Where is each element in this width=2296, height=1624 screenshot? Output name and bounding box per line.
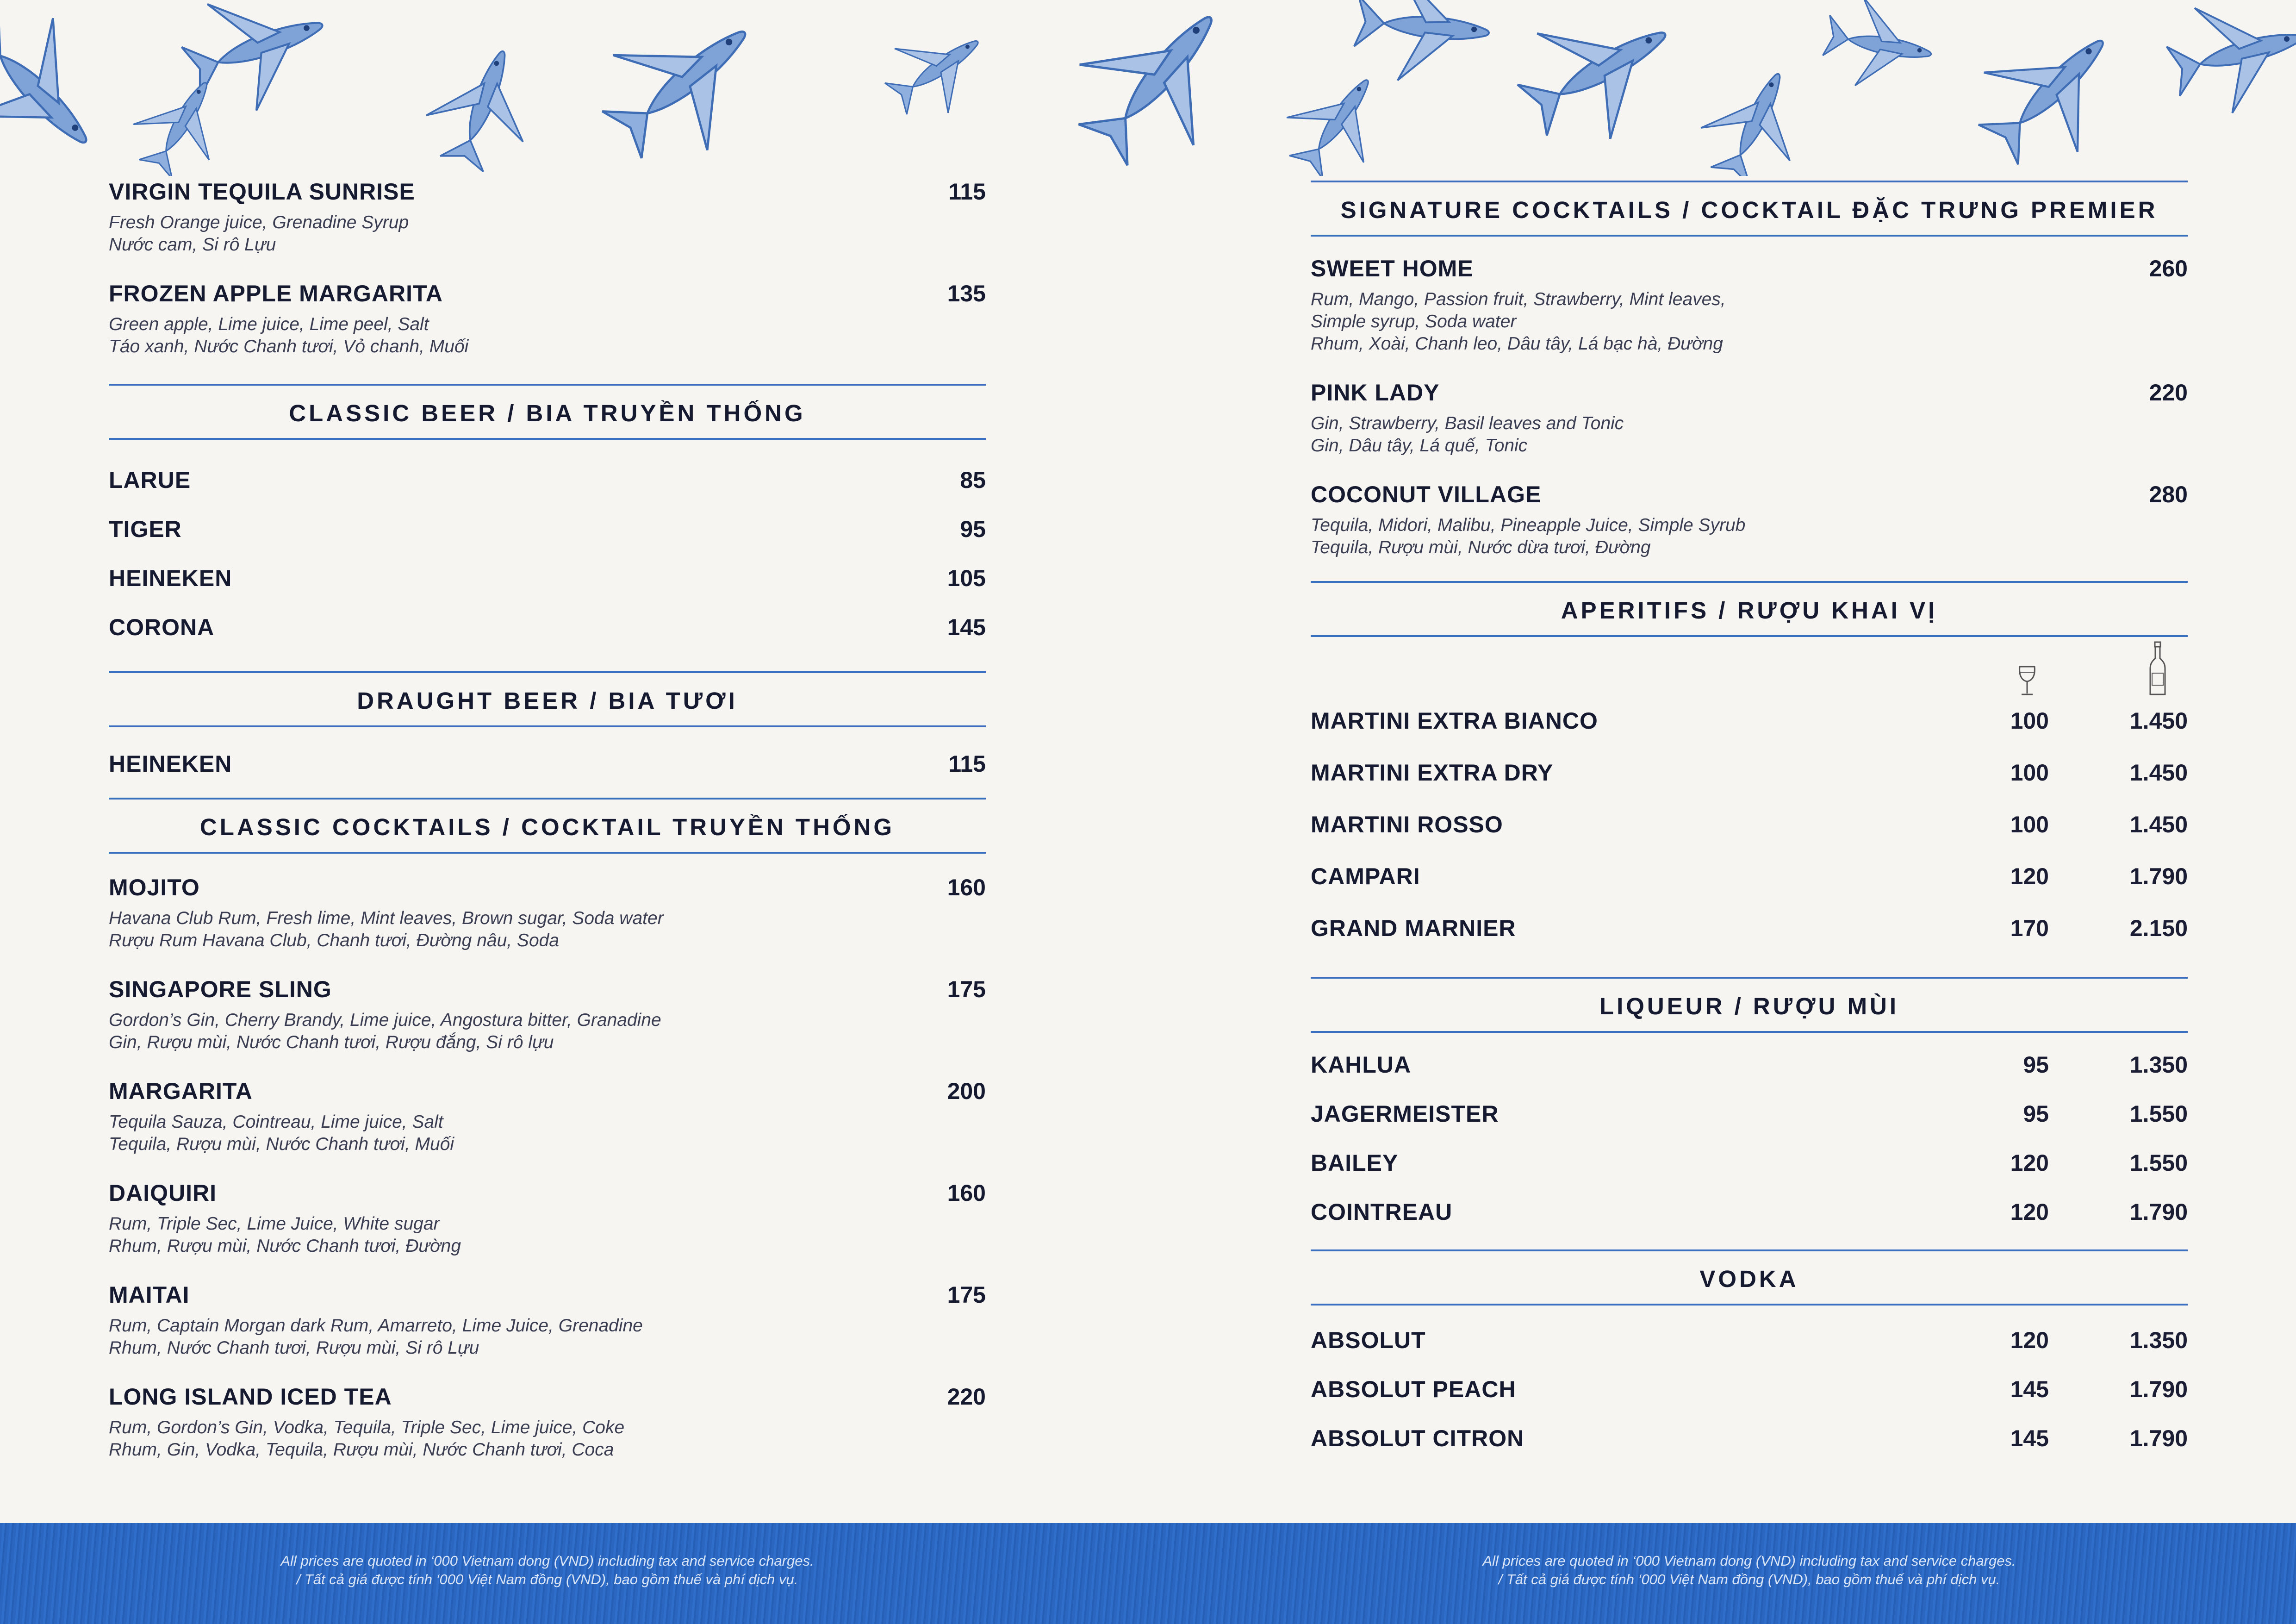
item-price: 115 — [948, 179, 986, 205]
item-description: Gin, Strawberry, Basil leaves and Tonic Gin, Dâu tây, Lá quế, Tonic — [1311, 413, 1624, 456]
item-price: 280 — [2149, 481, 2188, 507]
item-price: 160 — [947, 1180, 986, 1206]
item-name: CORONA — [109, 614, 215, 640]
item-name: PINK LADY — [1311, 380, 1440, 406]
item-name: SINGAPORE SLING — [109, 976, 332, 1002]
menu-item — [1311, 1425, 2188, 1452]
flying-fish-illustration — [0, 0, 2296, 176]
item-name: MARTINI EXTRA BIANCO — [1311, 708, 1598, 734]
glass-price: 145 — [2010, 1425, 2049, 1451]
menu-item — [109, 874, 986, 952]
section-title-classic-cocktails: CLASSIC COCKTAILS / COCKTAIL TRUYỀN THỐNG — [109, 798, 986, 854]
bottle-price: 1.450 — [2129, 708, 2188, 734]
item-name: COCONUT VILLAGE — [1311, 481, 1542, 507]
menu-item — [109, 1383, 986, 1461]
menu-item — [1311, 1051, 2188, 1078]
item-name: TIGER — [109, 516, 182, 542]
bottle-price: 1.550 — [2129, 1101, 2188, 1127]
menu-item — [1311, 915, 2188, 942]
section-title-aperitifs: APERITIFS / RƯỢU KHAI VỊ — [1311, 581, 2188, 637]
left-menu-column — [109, 178, 986, 1485]
item-description: Rum, Mango, Passion fruit, Strawberry, Mint leaves, Simple syrup, Soda water Rhum, Xoài, Chanh leo, Dâu tây, Lá bạc hà, Đường — [1311, 289, 1726, 354]
item-name: MARTINI EXTRA DRY — [1311, 760, 1554, 786]
bottle-price: 1.450 — [2129, 812, 2188, 837]
glass-price: 95 — [2023, 1052, 2049, 1078]
glass-price: 95 — [2023, 1101, 2049, 1127]
menu-item — [109, 1281, 986, 1359]
item-name: SWEET HOME — [1311, 256, 1474, 281]
menu-item — [1311, 707, 2188, 734]
item-name: MARTINI ROSSO — [1311, 812, 1503, 837]
bottle-price: 1.790 — [2129, 1199, 2188, 1225]
item-price: 145 — [947, 614, 986, 640]
menu-item — [109, 976, 986, 1054]
item-name: BAILEY — [1311, 1150, 1399, 1176]
right-menu-column — [1311, 181, 2188, 1474]
menu-item — [1311, 379, 2188, 457]
item-name: ABSOLUT PEACH — [1311, 1376, 1516, 1402]
bottle-price: 1.450 — [2129, 760, 2188, 786]
column-icons — [1311, 637, 2188, 697]
item-name: LONG ISLAND ICED TEA — [109, 1384, 392, 1410]
item-description: Tequila Sauza, Cointreau, Lime juice, Salt Tequila, Rượu mùi, Nước Chanh tươi, Muối — [109, 1112, 454, 1154]
item-description: Rum, Triple Sec, Lime Juice, White sugar Rhum, Rượu mùi, Nước Chanh tươi, Đường — [109, 1214, 461, 1256]
item-price: 175 — [947, 1282, 986, 1308]
item-name: ABSOLUT CITRON — [1311, 1425, 1524, 1451]
menu-item — [1311, 1376, 2188, 1403]
item-description: Rum, Gordon’s Gin, Vodka, Tequila, Triple Sec, Lime juice, Coke Rhum, Gin, Vodka, Tequila, Rượu mùi, Nước Chanh tươi, Coca — [109, 1418, 625, 1460]
item-description: Rum, Captain Morgan dark Rum, Amarreto, Lime Juice, Grenadine Rhum, Nước Chanh tươi, Rượu mùi, Si rô Lựu — [109, 1316, 643, 1358]
item-name: FROZEN APPLE MARGARITA — [109, 281, 443, 306]
bottle-icon — [2148, 641, 2167, 697]
glass-price: 120 — [2010, 1150, 2049, 1176]
item-description: Green apple, Lime juice, Lime peel, Salt Táo xanh, Nước Chanh tươi, Vỏ chanh, Muối — [109, 314, 469, 356]
wine-glass-icon — [2017, 665, 2037, 697]
item-name: GRAND MARNIER — [1311, 915, 1516, 941]
menu-item — [109, 1180, 986, 1257]
item-name: HEINEKEN — [109, 565, 232, 591]
item-price: 220 — [947, 1384, 986, 1410]
menu-item — [109, 280, 986, 358]
section-title-classic-beer: CLASSIC BEER / BIA TRUYỀN THỐNG — [109, 384, 986, 440]
item-description: Havana Club Rum, Fresh lime, Mint leaves, Brown sugar, Soda water Rượu Rum Havana Club, Chanh tươi, Đường nâu, Soda — [109, 908, 664, 950]
item-name: JAGERMEISTER — [1311, 1101, 1499, 1127]
section-title-draught-beer: DRAUGHT BEER / BIA TƯƠI — [109, 671, 986, 727]
menu-item — [109, 750, 986, 777]
section-title-signature-cocktails: SIGNATURE COCKTAILS / COCKTAIL ĐẶC TRƯNG PREMIER — [1311, 181, 2188, 237]
item-name: DAIQUIRI — [109, 1180, 217, 1206]
item-name: LARUE — [109, 467, 191, 493]
item-name: MAITAI — [109, 1282, 190, 1308]
menu-item — [1311, 811, 2188, 838]
glass-price: 120 — [2010, 863, 2049, 889]
footer-band — [0, 1523, 2296, 1624]
item-name: MARGARITA — [109, 1078, 253, 1104]
section-title-vodka: VODKA — [1311, 1249, 2188, 1305]
glass-price: 120 — [2010, 1199, 2049, 1225]
bottle-price: 2.150 — [2129, 915, 2188, 941]
menu-item — [1311, 1199, 2188, 1225]
footer-note-left: All prices are quoted in ‘000 Vietnam dong (VND) including tax and service charges. / Tất cả giá được tính ‘000 Việt Nam đồng (VND), bao gồm thuế và phí dịch vụ. — [280, 1553, 814, 1587]
bottle-price: 1.550 — [2129, 1150, 2188, 1176]
item-price: 175 — [947, 976, 986, 1002]
menu-item — [1311, 863, 2188, 890]
item-name: COINTREAU — [1311, 1199, 1453, 1225]
glass-price: 120 — [2010, 1327, 2049, 1353]
item-price: 115 — [948, 751, 986, 777]
menu-item — [1311, 1327, 2188, 1354]
glass-price: 145 — [2010, 1376, 2049, 1402]
bottle-price: 1.350 — [2129, 1327, 2188, 1353]
glass-price: 170 — [2010, 915, 2049, 941]
item-name: KAHLUA — [1311, 1052, 1412, 1078]
bottle-price: 1.790 — [2129, 1425, 2188, 1451]
glass-price: 100 — [2010, 760, 2049, 786]
menu-item — [1311, 1149, 2188, 1176]
item-price: 220 — [2149, 380, 2188, 406]
item-description: Tequila, Midori, Malibu, Pineapple Juice, Simple Syrub Tequila, Rượu mùi, Nước dừa tươi, Đường — [1311, 515, 1746, 557]
item-description: Fresh Orange juice, Grenadine Syrup Nước cam, Si rô Lựu — [109, 212, 409, 255]
bottle-price: 1.350 — [2129, 1052, 2188, 1078]
item-name: ABSOLUT — [1311, 1327, 1426, 1353]
item-name: VIRGIN TEQUILA SUNRISE — [109, 179, 415, 205]
item-price: 85 — [960, 467, 986, 493]
menu-item — [1311, 255, 2188, 355]
bottle-price: 1.790 — [2129, 1376, 2188, 1402]
menu-item — [1311, 481, 2188, 559]
menu-item — [1311, 1100, 2188, 1127]
item-name: HEINEKEN — [109, 751, 232, 777]
footer-note-right: All prices are quoted in ‘000 Vietnam dong (VND) including tax and service charges. / Tất cả giá được tính ‘000 Việt Nam đồng (VND), bao gồm thuế và phí dịch vụ. — [1482, 1553, 2016, 1587]
menu-item — [1311, 759, 2188, 786]
item-price: 160 — [947, 874, 986, 900]
item-price: 135 — [947, 281, 986, 306]
item-price: 105 — [947, 565, 986, 591]
menu-item — [109, 516, 986, 543]
item-name: MOJITO — [109, 874, 200, 900]
menu-item — [109, 178, 986, 256]
bottle-price: 1.790 — [2129, 863, 2188, 889]
item-price: 260 — [2149, 256, 2188, 281]
menu-item — [109, 1078, 986, 1156]
item-name: CAMPARI — [1311, 863, 1420, 889]
section-title-liqueur: LIQUEUR / RƯỢU MÙI — [1311, 977, 2188, 1033]
item-description: Gordon’s Gin, Cherry Brandy, Lime juice, Angostura bitter, Granadine Gin, Rượu mùi, Nước Chanh tươi, Rượu đắng, Si rô lựu — [109, 1010, 661, 1052]
item-price: 200 — [947, 1078, 986, 1104]
menu-item — [109, 614, 986, 641]
glass-price: 100 — [2010, 812, 2049, 837]
item-price: 95 — [960, 516, 986, 542]
glass-price: 100 — [2010, 708, 2049, 734]
menu-item — [109, 565, 986, 592]
menu-item — [109, 467, 986, 493]
